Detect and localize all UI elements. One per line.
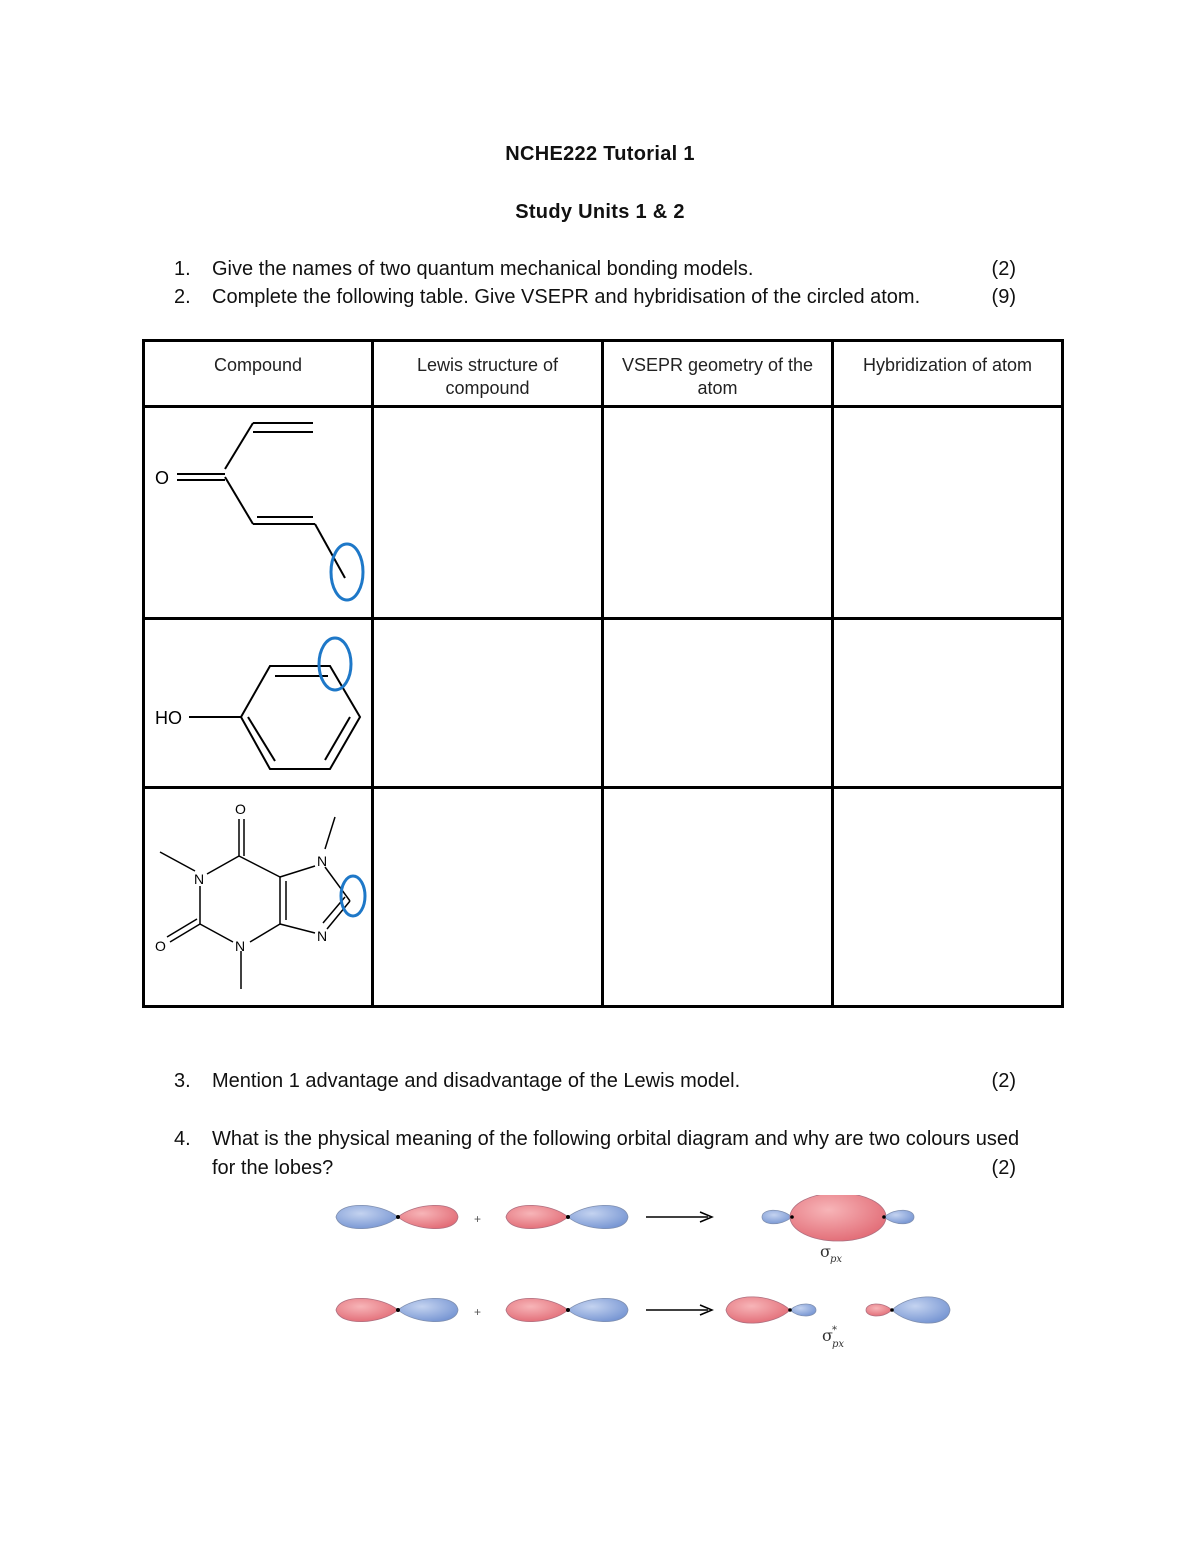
question-marks: (2) [991,1070,1016,1092]
sigma-bonding-orbital [762,1195,914,1241]
lewis-answer-cell[interactable] [373,407,603,619]
question-text: What is the physical meaning of the following orbital diagram and why are two colours used for the lobes? [212,1128,1020,1179]
compound-cell [144,407,373,619]
page-title: NCHE222 Tutorial 1 [505,143,695,165]
sigma-label: σ [820,1242,831,1261]
question-number: 4. [174,1128,191,1150]
sigma-antibonding-orbital [726,1297,950,1323]
header-vsepr: VSEPR geometry of the atom [603,341,833,407]
orbital-row-bonding [336,1195,914,1265]
hybridization-answer-cell[interactable] [833,619,1063,788]
sigma-star-subscript: px [832,1339,845,1350]
atom-label: O [235,801,246,817]
atom-label: N [317,928,328,944]
arrow-icon [646,1305,712,1315]
oxygen-label: O [155,468,170,488]
hybridization-answer-cell[interactable] [833,788,1063,1007]
atom-label: N [194,871,205,887]
circled-atom-marker [319,638,351,690]
vsepr-answer-cell[interactable] [603,619,833,788]
question-number: 2. [174,286,191,308]
plus-sign: + [474,1212,482,1226]
table-header-row [144,341,1063,407]
header-compound: Compound [144,341,373,407]
caffeine-structure [145,789,371,1002]
orbital-row-antibonding [336,1297,950,1350]
dienone-structure [145,408,371,614]
vsepr-answer-cell[interactable] [603,407,833,619]
phenol-structure [145,620,371,783]
arrow-icon [646,1212,712,1222]
vsepr-answer-cell[interactable] [603,788,833,1007]
sigma-star-superscript: * [832,1325,837,1336]
sigma-subscript: px [830,1254,843,1265]
question-number: 3. [174,1070,191,1092]
plus-sign: + [474,1305,482,1319]
compound-cell [144,619,373,788]
compound-table [142,339,1064,1008]
p-orbital-right [506,1298,628,1321]
question-marks: (2) [991,1157,1016,1179]
question-text: Complete the following table. Give VSEPR and hybridisation of the circled atom. [212,286,921,308]
table-row [144,619,1063,788]
hydroxyl-label: HO [155,708,182,728]
table-row [144,788,1063,1007]
atom-label: N [235,938,246,954]
page-subtitle: Study Units 1 & 2 [515,201,685,223]
question-marks: (2) [991,258,1016,280]
hybridization-answer-cell[interactable] [833,407,1063,619]
compound-cell [144,788,373,1007]
question-marks: (9) [991,286,1016,308]
header-hybridization: Hybridization of atom [833,341,1063,407]
p-orbital-left [336,1298,458,1321]
lewis-answer-cell[interactable] [373,619,603,788]
circled-atom-marker [341,876,365,916]
table-row [144,407,1063,619]
question-number: 1. [174,258,191,280]
sigma-star-label: σ [822,1326,833,1345]
header-lewis: Lewis structure of compound [373,341,603,407]
atom-label: N [317,853,328,869]
circled-atom-marker [331,544,363,600]
question-text: Give the names of two quantum mechanical bonding models. [212,258,754,280]
p-orbital-right [506,1205,628,1228]
orbital-diagram [330,1195,960,1355]
p-orbital-left [336,1205,458,1228]
question-text: Mention 1 advantage and disadvantage of the Lewis model. [212,1070,741,1092]
atom-label: O [155,938,166,954]
lewis-answer-cell[interactable] [373,788,603,1007]
